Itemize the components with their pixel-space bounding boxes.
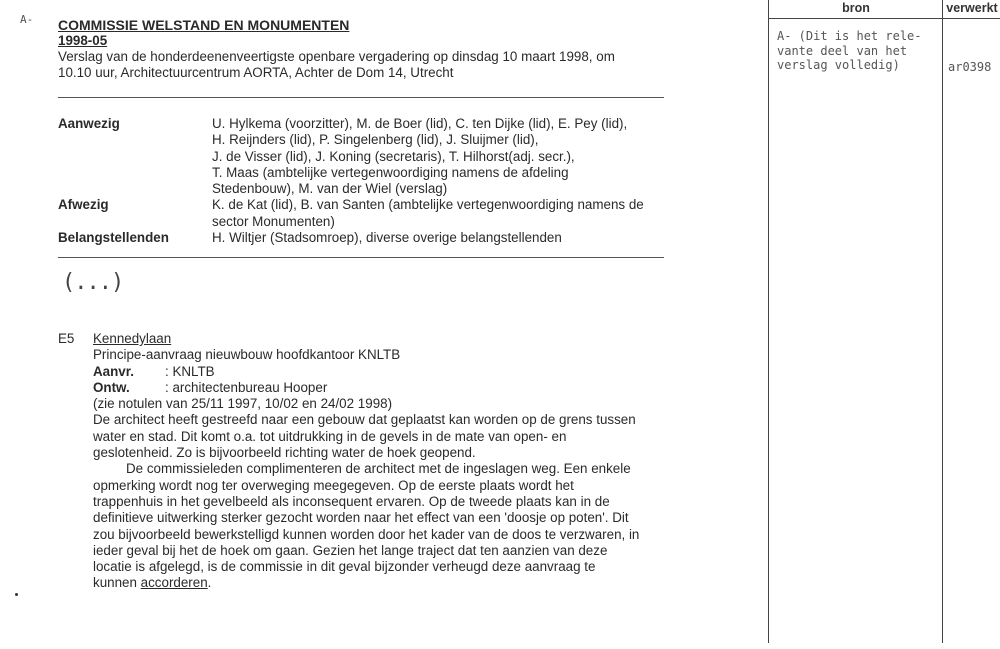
agenda-item-subtitle: Principe-aanvraag nieuwbouw hoofdkantoor KNLTB <box>93 347 401 363</box>
document-number: 1998-05 <box>58 33 108 48</box>
field-applicant <box>93 364 678 380</box>
side-table-border-middle <box>942 0 943 643</box>
attendance-row-present <box>58 116 678 197</box>
attendance-line: Stedenbouw), M. van der Wiel (verslag) <box>212 181 448 197</box>
attendance-row-interested <box>58 230 678 246</box>
side-table-header-divider <box>768 18 1000 19</box>
attendance-section <box>58 116 678 246</box>
text-fragment: . <box>207 575 212 591</box>
attendance-value <box>212 230 678 246</box>
document-title: COMMISSIE WELSTAND EN MONUMENTEN <box>58 17 350 33</box>
paragraph-line: zou bijvoorbeeld bewerkstelligd kunnen worden door het kader van de doos te verzwaren, in <box>93 526 640 542</box>
attendance-row-absent <box>58 197 678 230</box>
attendance-line: H. Wiltjer (Stadsomroep), diverse overige belangstellenden <box>212 230 562 246</box>
attendance-line: K. de Kat (lid), B. van Santen (ambtelijke vertegenwoordiging namens de <box>212 197 644 213</box>
side-table-header-bron: bron <box>842 1 870 15</box>
attendance-label: Belangstellenden <box>58 230 169 246</box>
divider-bottom <box>58 257 664 258</box>
side-table-header-verwerkt: verwerkt <box>946 1 998 15</box>
paragraph-line: locatie is afgelegd, is de commissie in dit geval bijzonder verheugd deze aanvraag te <box>93 559 596 575</box>
paragraph-line: geslotenheid. Zo is bijvoorbeeld richting water de hoek geopend. <box>93 445 476 461</box>
field-key: Ontw. <box>93 379 130 395</box>
side-table-bron-cell <box>777 29 937 73</box>
agenda-item-code: E5 <box>58 331 75 346</box>
stray-dot <box>15 593 18 596</box>
side-table-border-left <box>768 0 769 643</box>
side-table-verwerkt-cell: ar0398 <box>948 60 992 74</box>
bron-line: vante deel van het <box>777 43 908 58</box>
attendance-line: H. Reijnders (lid), P. Singelenberg (lid), J. Sluijmer (lid), <box>212 132 539 148</box>
paragraph-line: De architect heeft gestreefd naar een gebouw dat geplaatst kan worden op de grens tussen <box>93 412 636 428</box>
paragraph-1 <box>93 412 678 461</box>
agenda-item-title: Kennedylaan <box>93 331 172 346</box>
field-key: Aanvr. <box>93 363 134 379</box>
attendance-label: Afwezig <box>58 197 109 213</box>
paragraph-line: trappenhuis in het gevelbeeld als inconsequent ervaren. Op de tweede plaats kan in de <box>93 493 610 509</box>
document-header <box>58 17 678 81</box>
bron-line: verslag volledig) <box>777 58 900 72</box>
field-value: : KNLTB <box>165 363 215 379</box>
attendance-line: T. Maas (ambtelijke vertegenwoordiging namens de afdeling <box>212 164 569 180</box>
field-designer <box>93 380 678 396</box>
agenda-item <box>58 331 678 592</box>
omission-mark: (...) <box>62 270 124 295</box>
attendance-line: J. de Visser (lid), J. Koning (secretaris), T. Hilhorst(adj. secr.), <box>212 148 575 164</box>
text-fragment: kunnen <box>93 575 141 591</box>
divider-top <box>58 97 664 98</box>
paragraph-line: water en stad. Dit komt o.a. tot uitdrukking in de gevels in de mate van open- en <box>93 428 567 444</box>
attendance-value <box>212 197 678 230</box>
paragraph-line: De commissieleden complimenteren de architect met de ingeslagen weg. Een enkele <box>126 461 631 477</box>
paragraph-2 <box>93 461 678 591</box>
paragraph-line: definitieve uitwerking sterker gezocht worden naar het effect van een 'doosje op poten'. Dit <box>93 510 629 526</box>
underlined-word: accorderen <box>140 575 208 591</box>
paragraph-line: opmerking wordt nog ter overweging meegegeven. Op de eerste plaats wordt het <box>93 477 574 493</box>
agenda-item-reference: (zie notulen van 25/11 1997, 10/02 en 24/02 1998) <box>93 396 393 412</box>
paragraph-line: ieder geval bij het de hoek om gaan. Gezien het lange traject dat ten aanzien van deze <box>93 542 608 558</box>
paragraph-line <box>93 575 678 591</box>
attendance-line: U. Hylkema (voorzitter), M. de Boer (lid), C. ten Dijke (lid), E. Pey (lid), <box>212 116 628 131</box>
document-subtitle-line: Verslag van de honderdeenenveertigste openbare vergadering op dinsdag 10 maart 1998, om <box>58 49 615 64</box>
attendance-value <box>212 116 678 197</box>
margin-mark: A- <box>20 13 34 26</box>
bron-line: A- (Dit is het rele- <box>777 29 922 43</box>
attendance-label: Aanwezig <box>58 116 120 131</box>
attendance-line: sector Monumenten) <box>212 213 335 229</box>
field-value: : architectenbureau Hooper <box>165 379 328 395</box>
document-subtitle-line: 10.10 uur, Architectuurcentrum AORTA, Achter de Dom 14, Utrecht <box>58 65 454 80</box>
